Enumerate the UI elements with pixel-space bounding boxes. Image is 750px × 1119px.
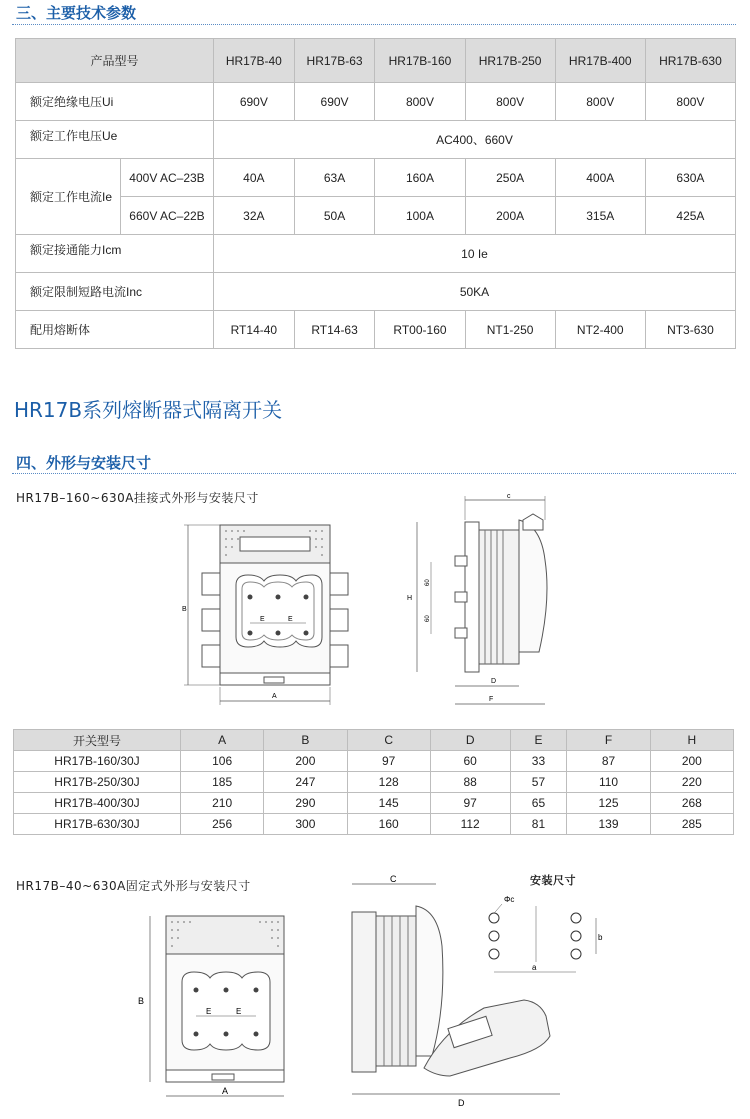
header-cell: C: [347, 730, 430, 751]
row-label: 额定工作电压Ue: [16, 121, 214, 159]
value-cell: RT14-63: [294, 311, 375, 349]
label-b-small: b: [598, 933, 603, 942]
svg-text:E: E: [260, 616, 265, 623]
table-row: [14, 793, 734, 814]
cell: 300: [264, 814, 347, 835]
section-title-tech-params: 三、主要技术参数: [16, 4, 137, 22]
cell: 268: [650, 793, 733, 814]
value-cell: 160A: [375, 159, 465, 197]
install-title: 安装尺寸: [530, 874, 576, 887]
cell: 128: [347, 772, 430, 793]
label-h: H: [407, 595, 413, 602]
value-cell: NT3-630: [645, 311, 735, 349]
value-cell: AC400、660V: [214, 121, 736, 159]
cell: 285: [650, 814, 733, 835]
cell: 65: [510, 793, 567, 814]
header-cell: 产品型号: [16, 39, 214, 83]
cell: 210: [181, 793, 264, 814]
svg-text:E: E: [288, 616, 293, 623]
table-row: [16, 235, 736, 273]
value-cell: 50A: [294, 197, 375, 235]
value-cell: NT2-400: [555, 311, 645, 349]
value-cell: 50KA: [214, 273, 736, 311]
table-row: [16, 311, 736, 349]
section-title-dimensions: 四、外形与安装尺寸: [16, 454, 152, 472]
table-row: [14, 751, 734, 772]
table-row: [14, 730, 734, 751]
caption-fixed-type: HR17B–40~630A固定式外形与安装尺寸: [16, 879, 251, 893]
cell: HR17B-160/30J: [14, 751, 181, 772]
cell: 88: [430, 772, 510, 793]
cell: 60: [430, 751, 510, 772]
sub-label: 660V AC–22B: [121, 197, 214, 235]
cell: 200: [264, 751, 347, 772]
front-view-drawing-1: [180, 515, 360, 715]
caption-hanging-type: HR17B–160~630A挂接式外形与安装尺寸: [16, 491, 259, 505]
side-view-drawing-1: [395, 490, 585, 710]
label-phi-c: Φc: [504, 895, 515, 904]
label-a-small: a: [532, 963, 537, 972]
label-60: 60: [425, 579, 431, 586]
sub-label: 400V AC–23B: [121, 159, 214, 197]
label-a: A: [222, 1086, 229, 1096]
label-b: B: [138, 996, 145, 1006]
cell: 87: [567, 751, 650, 772]
cell: 220: [650, 772, 733, 793]
value-cell: 10 Ie: [214, 235, 736, 273]
front-view-drawing-2: [130, 898, 300, 1118]
row-label: 配用熔断体: [16, 311, 214, 349]
header-cell: D: [430, 730, 510, 751]
value-cell: NT1-250: [465, 311, 555, 349]
header-cell: F: [567, 730, 650, 751]
table-row: [16, 273, 736, 311]
row-label: 额定工作电流Ie: [16, 159, 121, 235]
model-cell: HR17B-400: [555, 39, 645, 83]
label-b: B: [182, 606, 187, 613]
value-cell: 690V: [214, 83, 295, 121]
cell: HR17B-250/30J: [14, 772, 181, 793]
value-cell: 800V: [555, 83, 645, 121]
label-e: E: [206, 1007, 212, 1016]
table-row: [16, 159, 736, 197]
cell: 185: [181, 772, 264, 793]
label-c: C: [390, 874, 397, 884]
table-row: [16, 83, 736, 121]
cell: 145: [347, 793, 430, 814]
header-cell: B: [264, 730, 347, 751]
value-cell: 630A: [645, 159, 735, 197]
value-cell: 690V: [294, 83, 375, 121]
label-c: c: [507, 493, 511, 500]
model-cell: HR17B-160: [375, 39, 465, 83]
cell: 200: [650, 751, 733, 772]
model-cell: HR17B-250: [465, 39, 555, 83]
cell: 97: [347, 751, 430, 772]
value-cell: 400A: [555, 159, 645, 197]
cell: 290: [264, 793, 347, 814]
value-cell: 800V: [465, 83, 555, 121]
table-row: [16, 39, 736, 83]
label-60: 60: [425, 615, 431, 622]
header-cell: A: [181, 730, 264, 751]
value-cell: 32A: [214, 197, 295, 235]
row-label: 额定限制短路电流Inc: [16, 273, 214, 311]
label-e: E: [236, 1007, 242, 1016]
main-title: HR17B系列熔断器式隔离开关: [14, 398, 283, 422]
cell: 256: [181, 814, 264, 835]
cell: 57: [510, 772, 567, 793]
cell: 81: [510, 814, 567, 835]
table-row: [16, 197, 736, 235]
value-cell: RT14-40: [214, 311, 295, 349]
label-a: A: [272, 693, 277, 700]
row-label: 额定接通能力Icm: [16, 235, 214, 273]
value-cell: 425A: [645, 197, 735, 235]
value-cell: 40A: [214, 159, 295, 197]
header-cell: H: [650, 730, 733, 751]
header-cell: E: [510, 730, 567, 751]
cell: 125: [567, 793, 650, 814]
section-divider: [12, 24, 736, 25]
spec-table: [15, 38, 736, 349]
label-f: F: [489, 696, 494, 703]
table-row: [14, 814, 734, 835]
value-cell: 100A: [375, 197, 465, 235]
model-cell: HR17B-40: [214, 39, 295, 83]
label-d: D: [458, 1098, 465, 1108]
cell: 247: [264, 772, 347, 793]
section-divider: [12, 473, 736, 474]
value-cell: RT00-160: [375, 311, 465, 349]
value-cell: 800V: [375, 83, 465, 121]
label-d: D: [491, 678, 497, 685]
value-cell: 63A: [294, 159, 375, 197]
table-row: [14, 772, 734, 793]
cell: 160: [347, 814, 430, 835]
cell: HR17B-630/30J: [14, 814, 181, 835]
value-cell: 800V: [645, 83, 735, 121]
header-cell: 开关型号: [14, 730, 181, 751]
table-row: [16, 121, 736, 159]
cell: 97: [430, 793, 510, 814]
cell: 106: [181, 751, 264, 772]
cell: 139: [567, 814, 650, 835]
value-cell: 200A: [465, 197, 555, 235]
row-label: 额定绝缘电压Ui: [16, 83, 214, 121]
cell: 33: [510, 751, 567, 772]
model-cell: HR17B-630: [645, 39, 735, 83]
cell: HR17B-400/30J: [14, 793, 181, 814]
dimensions-table: [13, 729, 734, 835]
cell: 112: [430, 814, 510, 835]
value-cell: 250A: [465, 159, 555, 197]
install-pattern-drawing: [478, 890, 618, 980]
cell: 110: [567, 772, 650, 793]
model-cell: HR17B-63: [294, 39, 375, 83]
value-cell: 315A: [555, 197, 645, 235]
